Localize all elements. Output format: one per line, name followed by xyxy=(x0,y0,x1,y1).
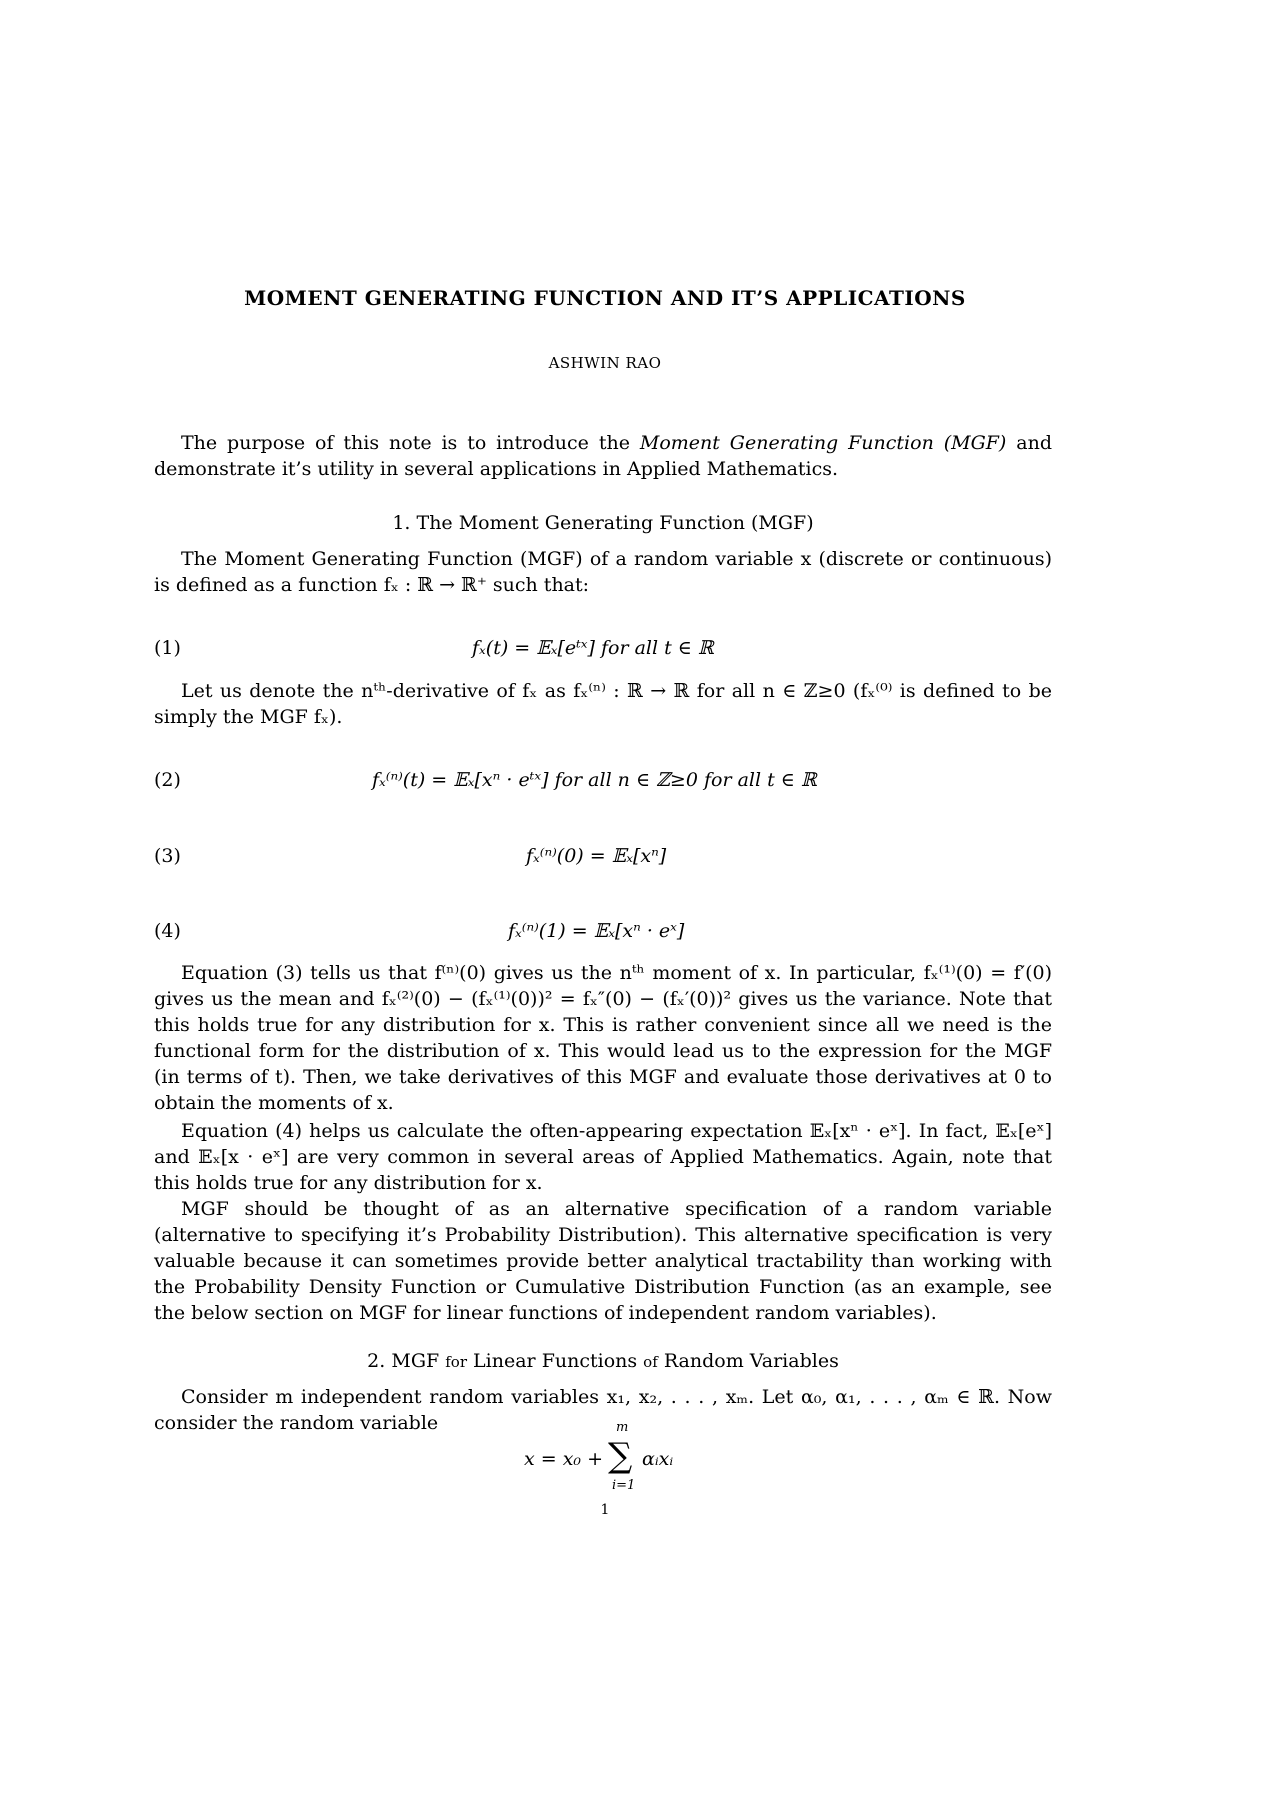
sum-lower-limit: i=1 xyxy=(612,1478,636,1493)
section-1-paragraph-2: Let us denote the nᵗʰ-derivative of fₓ as fₓ⁽ⁿ⁾ : ℝ → ℝ for all n ∈ ℤ≥0 (fₓ⁽⁰⁾ is defined to be simply the MGF fₓ). xyxy=(154,680,1052,728)
section-2-part-4: Functions xyxy=(541,1350,638,1372)
equation-2 xyxy=(154,766,1052,794)
author-name: ASHWIN RAO xyxy=(548,354,662,372)
equation-3-body: fₓ⁽ⁿ⁾(0) = 𝔼ₓ[xⁿ] xyxy=(526,845,667,867)
section-1-number: 1. xyxy=(392,512,411,534)
sum-equation xyxy=(524,1420,724,1510)
equation-1-number: (1) xyxy=(154,637,181,659)
intro-emphasis: Moment Generating Function (MGF) xyxy=(639,432,1007,454)
page-number: 1 xyxy=(600,1502,610,1518)
sigma-symbol: ∑ xyxy=(608,1436,633,1476)
section-2-part-6: Random xyxy=(663,1350,744,1372)
equation-1-body: fₓ(t) = 𝔼ₓ[eᵗˣ] for all t ∈ ℝ xyxy=(472,637,714,659)
intro-text-after: and demonstrate it’s utility in several applications in Applied Mathematics. xyxy=(154,432,1052,480)
section-1-word-3: Generating xyxy=(544,512,654,534)
section-2-paragraph-1: Consider m independent random variables x₁, x₂, . . . , xₘ. Let α₀, α₁, . . . , αₘ ∈ ℝ. Now consider the random variable xyxy=(154,1386,1052,1434)
intro-paragraph xyxy=(154,430,1052,482)
section-2-number: 2. xyxy=(367,1350,386,1372)
equation-4-body: fₓ⁽ⁿ⁾(1) = 𝔼ₓ[xⁿ · eˣ] xyxy=(508,920,685,942)
section-1-paragraph-1: The Moment Generating Function (MGF) of a random variable x (discrete or continuous) is defined as a function fₓ : ℝ → ℝ⁺ such that: xyxy=(154,548,1052,596)
equation-2-body: fₓ⁽ⁿ⁾(t) = 𝔼ₓ[xⁿ · eᵗˣ] for all n ∈ ℤ≥0 for all t ∈ ℝ xyxy=(372,769,817,791)
section-2-heading xyxy=(154,1348,1052,1375)
section-2-part-3: Linear xyxy=(473,1350,536,1372)
sum-term: αᵢxᵢ xyxy=(642,1448,674,1470)
equation-3-number: (3) xyxy=(154,845,181,867)
section-1-paragraph-3: Equation (3) tells us that f⁽ⁿ⁾(0) gives us the nᵗʰ moment of x. In particular, fₓ⁽¹⁾(0) = f′(0) gives us the mean and fₓ⁽²⁾(0) − (fₓ⁽¹⁾(0))² = fₓ″(0) − (fₓ′(0))² gives us the variance. Note that this holds true for any distribution for x. This is rather convenient since all we need is the functional form for the distribution of x. This would lead us to the expression for the MGF (in terms of t). Then, we take derivatives of this MGF and evaluate those derivatives at 0 to obtain the moments of x. xyxy=(154,962,1052,1114)
section-2-part-5: of xyxy=(643,1353,658,1371)
section-2-part-7: Variables xyxy=(749,1350,839,1372)
section-1-word-2: Moment xyxy=(458,512,539,534)
section-1-word-1: The xyxy=(416,512,453,534)
section-1-suffix: (MGF) xyxy=(751,512,814,534)
sum-lhs: x = x₀ + xyxy=(524,1448,604,1470)
section-1-paragraph-5: MGF should be thought of as an alternative specification of a random variable (alternative to specifying it’s Probability Distribution). This alternative specification is very valuable because it can sometimes provide better analytical tractability than working with the Probability Density Function or Cumulative Distribution Function (as an example, see the below section on MGF for linear functions of independent random variables). xyxy=(154,1198,1052,1324)
equation-1 xyxy=(154,634,1052,662)
section-2-part-2: for xyxy=(445,1353,467,1371)
equation-2-number: (2) xyxy=(154,769,181,791)
equation-4 xyxy=(154,917,1052,945)
equation-4-number: (4) xyxy=(154,920,181,942)
section-1-word-4: Function xyxy=(659,512,745,534)
sum-upper-limit: m xyxy=(616,1420,629,1435)
paper-title: MOMENT GENERATING FUNCTION AND IT’S APPLICATIONS xyxy=(244,286,966,310)
equation-3 xyxy=(154,842,1052,870)
section-1-heading xyxy=(154,510,1052,536)
section-2-part-1: MGF xyxy=(391,1350,440,1372)
section-1-paragraph-4: Equation (4) helps us calculate the often-appearing expectation 𝔼ₓ[xⁿ · eˣ]. In fact, 𝔼ₓ[eˣ] and 𝔼ₓ[x · eˣ] are very common in several areas of Applied Mathematics. Again, note that this holds true for any distribution for x. xyxy=(154,1120,1052,1194)
intro-text-before: The purpose of this note is to introduce the xyxy=(181,432,640,454)
